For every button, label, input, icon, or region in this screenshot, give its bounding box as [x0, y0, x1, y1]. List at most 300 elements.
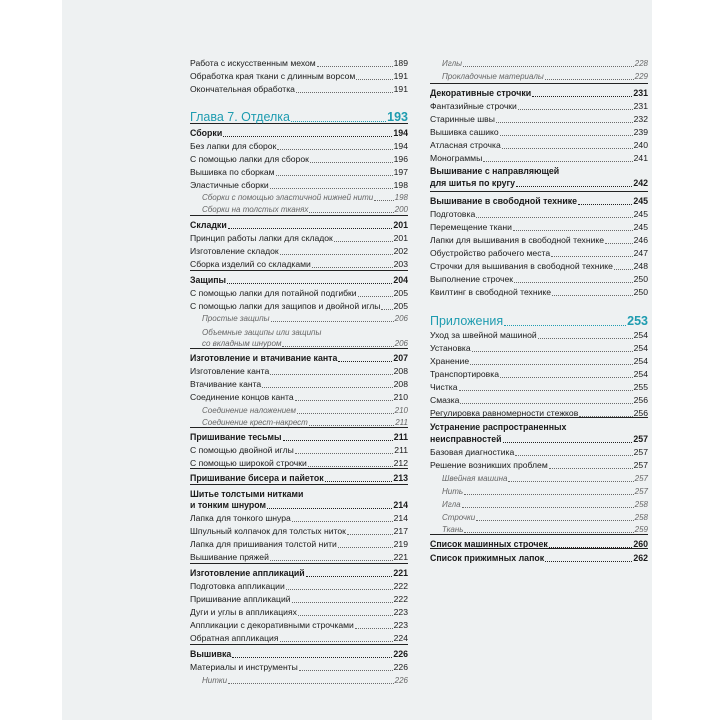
entry-title: Уход за швейной машиной: [430, 330, 537, 340]
page-number: 246: [633, 235, 648, 245]
entry-title: С помощью лапки для сборок: [190, 154, 309, 164]
dot-leader: [291, 121, 386, 122]
entry-title: Изготовление аппликаций: [190, 568, 305, 578]
page-number: 222: [393, 581, 408, 591]
entry-title: Защипы: [190, 275, 227, 285]
toc-entry: [190, 246, 408, 257]
entry-title: Иглы: [442, 59, 462, 68]
dot-leader: [280, 254, 393, 255]
dot-leader: [460, 403, 632, 404]
page-number: 257: [634, 487, 648, 496]
entry-title: Чистка: [430, 382, 458, 392]
entry-title: Пришивание аппликаций: [190, 594, 291, 604]
entry-title: С помощью широкой строчки: [190, 458, 307, 468]
page-number: 214: [393, 513, 408, 523]
page-number: 250: [633, 287, 648, 297]
subsection-entry: [430, 512, 648, 523]
entry-title: Обратная аппликация: [190, 633, 279, 643]
entry-title: Сборка изделий со складками: [190, 259, 311, 269]
toc-entry: [190, 379, 408, 390]
dot-leader: [472, 351, 633, 352]
dot-leader: [295, 400, 393, 401]
toc-entry: [430, 369, 648, 380]
subsection-entry: [190, 338, 408, 349]
section-entry: [190, 275, 408, 286]
dot-leader: [464, 494, 634, 495]
entry-title: Аппликации с декоративными строчками: [190, 620, 354, 630]
entry-title: со вкладным шнуром: [202, 339, 282, 348]
entry-title: Лапки для вышивания в свободной технике: [430, 235, 605, 245]
subsection-entry: [430, 524, 648, 535]
toc-entry: [190, 594, 408, 605]
dot-leader: [232, 657, 392, 658]
page-number: 202: [393, 246, 408, 256]
dot-leader: [459, 390, 633, 391]
dot-leader: [270, 188, 393, 189]
dot-leader: [355, 628, 393, 629]
page-number: 254: [633, 330, 648, 340]
dot-leader: [552, 295, 633, 296]
page-number: 206: [394, 339, 408, 348]
subsection-entry: [190, 327, 408, 338]
page-number: 256: [633, 408, 648, 418]
toc-entry: [430, 408, 648, 419]
toc-entry: [430, 153, 648, 164]
page-number: 205: [393, 288, 408, 298]
page-number: 194: [393, 141, 408, 151]
entry-title: Соединение наложением: [202, 406, 297, 415]
dot-leader: [579, 416, 632, 417]
dot-leader: [270, 374, 392, 375]
page-number: 223: [393, 620, 408, 630]
entry-title: для шитья по кругу: [430, 178, 516, 188]
dot-leader: [297, 413, 394, 414]
page-number: 212: [393, 458, 408, 468]
page-number: 221: [393, 568, 408, 578]
page-number: 258: [634, 513, 648, 522]
entry-title: Изготовление канта: [190, 366, 270, 376]
section-rule: [190, 563, 408, 564]
entry-title: Изготовление и втачивание канта: [190, 353, 338, 363]
dot-leader: [280, 641, 393, 642]
dot-leader: [298, 615, 393, 616]
toc-entry: [190, 458, 408, 469]
dot-leader: [223, 136, 392, 137]
page-number: 214: [393, 500, 408, 510]
page-number: 206: [394, 314, 408, 323]
page-number: 224: [393, 633, 408, 643]
subsection-entry: [430, 71, 648, 82]
toc-entry: [190, 71, 408, 82]
section-entry: [190, 432, 408, 443]
page-number: 229: [634, 72, 648, 81]
dot-leader: [228, 228, 393, 229]
entry-title: Регулировка равномерности стежков: [430, 408, 579, 418]
entry-title: Вышивка: [190, 649, 232, 659]
page-number: 200: [394, 205, 408, 214]
page-number: 231: [633, 101, 648, 111]
dot-leader: [296, 92, 393, 93]
chapter-heading: [430, 314, 648, 329]
entry-title: Глава 7. Отделка: [190, 110, 290, 124]
toc-entry: [190, 445, 408, 456]
section-rule: [190, 484, 408, 485]
dot-leader: [545, 561, 632, 562]
page-number: 191: [393, 84, 408, 94]
entry-title: Выполнение строчек: [430, 274, 514, 284]
page-number: 254: [633, 343, 648, 353]
entry-title: Декоративные строчки: [430, 88, 532, 98]
dot-leader: [295, 453, 393, 454]
subsection-entry: [430, 58, 648, 69]
toc-entry: [190, 552, 408, 563]
dot-leader: [503, 442, 633, 443]
page-number: 193: [387, 110, 408, 124]
dot-leader: [282, 346, 393, 347]
entry-title: Список машинных строчек: [430, 539, 548, 549]
toc-entry: [430, 114, 648, 125]
toc-entry: [430, 274, 648, 285]
page-number: 226: [394, 676, 408, 685]
page-number: 201: [393, 220, 408, 230]
page-number: 228: [634, 59, 648, 68]
entry-title: Список прижимных лапок: [430, 553, 545, 563]
page-number: 245: [633, 196, 648, 206]
section-entry: [430, 166, 648, 177]
toc-entry: [190, 526, 408, 537]
page-number: 257: [633, 434, 648, 444]
page-number: 208: [393, 379, 408, 389]
dot-leader: [312, 267, 393, 268]
toc-entry: [430, 235, 648, 246]
entry-title: Эластичные сборки: [190, 180, 269, 190]
toc-entry: [430, 222, 648, 233]
dot-leader: [338, 547, 393, 548]
dot-leader: [381, 309, 392, 310]
dot-leader: [338, 361, 392, 362]
dot-leader: [227, 283, 392, 284]
entry-title: Дуги и углы в аппликациях: [190, 607, 297, 617]
dot-leader: [513, 230, 633, 231]
dot-leader: [228, 683, 394, 684]
entry-title: Устранение распространенных: [430, 422, 567, 432]
entry-title: неисправностей: [430, 434, 502, 444]
entry-title: Соединение концов канта: [190, 392, 294, 402]
toc-entry: [430, 101, 648, 112]
page-number: 260: [633, 539, 648, 549]
entry-title: С помощью лапки для потайной подгибки: [190, 288, 357, 298]
entry-title: Строчки для вышивания в свободной технике: [430, 261, 613, 271]
page-number: 191: [393, 71, 408, 81]
section-entry: [430, 553, 648, 564]
page-number: 254: [633, 369, 648, 379]
toc-entry: [190, 513, 408, 524]
section-entry: [190, 128, 408, 139]
toc-entry: [430, 209, 648, 220]
page-number: 213: [393, 473, 408, 483]
page-number: 259: [634, 525, 648, 534]
page-number: 258: [634, 500, 648, 509]
page-number: 198: [394, 193, 408, 202]
dot-leader: [549, 547, 632, 548]
entry-title: Старинные швы: [430, 114, 495, 124]
page-number: 205: [393, 301, 408, 311]
page-number: 194: [393, 128, 408, 138]
dot-leader: [276, 175, 393, 176]
toc-entry: [190, 141, 408, 152]
toc-entry: [190, 154, 408, 165]
page-number: 211: [393, 432, 408, 442]
entry-title: Окончательная обработка: [190, 84, 295, 94]
toc-entry: [190, 662, 408, 673]
section-entry: [430, 88, 648, 99]
dot-leader: [516, 186, 632, 187]
toc-entry: [190, 620, 408, 631]
entry-title: Ткань: [442, 525, 464, 534]
page-number: 210: [393, 392, 408, 402]
toc-entry: [190, 288, 408, 299]
entry-title: Подготовка аппликации: [190, 581, 285, 591]
section-rule: [190, 644, 408, 645]
page-number: 197: [393, 167, 408, 177]
page-number: 207: [393, 353, 408, 363]
page-number: 223: [393, 607, 408, 617]
toc-entry: [430, 287, 648, 298]
section-entry: [430, 434, 648, 445]
toc-entry: [190, 84, 408, 95]
dot-leader: [476, 520, 633, 521]
dot-leader: [267, 508, 392, 509]
page-number: 222: [393, 594, 408, 604]
toc-entry: [430, 460, 648, 471]
dot-leader: [270, 560, 393, 561]
entry-title: Изготовление складок: [190, 246, 279, 256]
entry-title: Прокладочные материалы: [442, 72, 544, 81]
page-number: 221: [393, 552, 408, 562]
toc-entry: [430, 330, 648, 341]
entry-title: Лапка для пришивания толстой нити: [190, 539, 337, 549]
entry-title: Базовая диагностика: [430, 447, 515, 457]
page-number: 245: [633, 209, 648, 219]
entry-title: Обработка края ткани с длинным ворсом: [190, 71, 356, 81]
dot-leader: [358, 296, 393, 297]
dot-leader: [515, 455, 632, 456]
dot-leader: [549, 468, 633, 469]
page-number: 256: [633, 395, 648, 405]
entry-title: Игла: [442, 500, 461, 509]
dot-leader: [292, 521, 393, 522]
subsection-entry: [430, 473, 648, 484]
toc-entry: [190, 607, 408, 618]
page-number: 226: [393, 662, 408, 672]
page-number: 219: [393, 539, 408, 549]
entry-title: Материалы и инструменты: [190, 662, 298, 672]
page-number: 248: [633, 261, 648, 271]
toc-entry: [430, 140, 648, 151]
subsection-entry: [190, 204, 408, 215]
dot-leader: [283, 440, 393, 441]
toc-entry: [190, 366, 408, 377]
entry-title: Хранение: [430, 356, 470, 366]
toc-entry: [430, 248, 648, 259]
entry-title: С помощью двойной иглы: [190, 445, 294, 455]
section-entry: [430, 539, 648, 550]
entry-title: Вышивание пряжей: [190, 552, 269, 562]
toc-entry: [190, 539, 408, 550]
section-entry: [430, 422, 648, 433]
page-number: 196: [393, 154, 408, 164]
toc-entry: [190, 392, 408, 403]
entry-title: Простые защипы: [202, 314, 270, 323]
page-number: 204: [393, 275, 408, 285]
entry-title: Сборки: [190, 128, 223, 138]
page-number: 257: [633, 460, 648, 470]
entry-title: Строчки: [442, 513, 476, 522]
dot-leader: [483, 161, 632, 162]
entry-title: Вышивка по сборкам: [190, 167, 275, 177]
dot-leader: [271, 321, 394, 322]
entry-title: Сборки с помощью эластичной нижней нити: [202, 193, 374, 202]
entry-title: С помощью лапки для защипов и двойной иглы: [190, 301, 381, 311]
entry-title: Перемещение ткани: [430, 222, 512, 232]
dot-leader: [500, 377, 633, 378]
dot-leader: [277, 149, 392, 150]
entry-title: Квилтинг в свободной технике: [430, 287, 552, 297]
subsection-entry: [190, 417, 408, 428]
entry-title: Нитки: [202, 676, 228, 685]
dot-leader: [317, 66, 393, 67]
toc-entry: [190, 633, 408, 644]
page-number: 217: [393, 526, 408, 536]
dot-leader: [518, 109, 633, 110]
page-number: 231: [633, 88, 648, 98]
section-entry: [430, 196, 648, 207]
subsection-entry: [190, 675, 408, 686]
section-entry: [190, 500, 408, 511]
entry-title: Пришивание тесьмы: [190, 432, 282, 442]
entry-title: Складки: [190, 220, 227, 230]
page-number: 189: [393, 58, 408, 68]
subsection-entry: [430, 486, 648, 497]
page-number: 257: [633, 447, 648, 457]
entry-title: Швейная машина: [442, 474, 508, 483]
section-entry: [190, 568, 408, 579]
dot-leader: [309, 212, 393, 213]
dot-leader: [605, 243, 633, 244]
subsection-entry: [190, 405, 408, 416]
page-number: 242: [633, 178, 648, 188]
toc-entry: [430, 395, 648, 406]
toc-entry: [190, 581, 408, 592]
toc-entry: [430, 261, 648, 272]
section-entry: [190, 353, 408, 364]
page-number: 257: [634, 474, 648, 483]
dot-leader: [508, 481, 633, 482]
section-entry: [190, 220, 408, 231]
entry-title: Установка: [430, 343, 471, 353]
dot-leader: [334, 241, 393, 242]
entry-title: Принцип работы лапки для складок: [190, 233, 333, 243]
entry-title: Решение возникших проблем: [430, 460, 548, 470]
page-number: 201: [393, 233, 408, 243]
dot-leader: [286, 589, 393, 590]
section-entry: [190, 649, 408, 660]
dot-leader: [262, 387, 392, 388]
entry-title: Шпульный колпачок для толстых ниток: [190, 526, 346, 536]
entry-title: Без лапки для сборок: [190, 141, 277, 151]
chapter-heading: [190, 110, 408, 125]
page-number: 208: [393, 366, 408, 376]
entry-title: Обустройство рабочего места: [430, 248, 551, 258]
section-rule: [430, 191, 648, 192]
toc-entry: [430, 382, 648, 393]
toc-entry: [190, 259, 408, 270]
page-number: 203: [393, 259, 408, 269]
entry-title: Транспортировка: [430, 369, 499, 379]
dot-leader: [502, 148, 633, 149]
section-rule: [190, 270, 408, 271]
dot-leader: [374, 200, 393, 201]
dot-leader: [309, 425, 394, 426]
dot-leader: [306, 576, 393, 577]
page-number: 247: [633, 248, 648, 258]
dot-leader: [347, 534, 393, 535]
page-number: 226: [393, 649, 408, 659]
page-number: 241: [633, 153, 648, 163]
entry-title: Фантазийные строчки: [430, 101, 517, 111]
page-number: 245: [633, 222, 648, 232]
page-number: 211: [394, 445, 408, 455]
subsection-entry: [190, 192, 408, 203]
page-number: 198: [393, 180, 408, 190]
page-number: 262: [633, 553, 648, 563]
entry-title: Вышивка сашико: [430, 127, 499, 137]
section-entry: [190, 473, 408, 484]
entry-title: Нить: [442, 487, 464, 496]
entry-title: Монограммы: [430, 153, 483, 163]
dot-leader: [538, 338, 633, 339]
dot-leader: [356, 79, 392, 80]
toc-entry: [430, 356, 648, 367]
toc-entry: [190, 58, 408, 69]
entry-title: Подготовка: [430, 209, 476, 219]
toc-entry: [190, 180, 408, 191]
toc-page: [62, 0, 652, 720]
dot-leader: [476, 217, 632, 218]
page-number: 253: [627, 314, 648, 328]
dot-leader: [325, 481, 393, 482]
toc-entry: [430, 343, 648, 354]
dot-leader: [308, 466, 393, 467]
entry-title: Приложения: [430, 314, 504, 328]
entry-title: Работа с искусственным мехом: [190, 58, 316, 68]
entry-title: Сборки на толстых тканях: [202, 205, 309, 214]
dot-leader: [292, 602, 393, 603]
section-rule: [430, 83, 648, 84]
entry-title: Лапка для тонкого шнура: [190, 513, 291, 523]
page-number: 255: [633, 382, 648, 392]
dot-leader: [496, 122, 633, 123]
dot-leader: [578, 204, 632, 205]
toc-entry: [430, 447, 648, 458]
dot-leader: [545, 79, 634, 80]
page-number: 210: [394, 406, 408, 415]
dot-leader: [299, 670, 393, 671]
page-number: 250: [633, 274, 648, 284]
dot-leader: [514, 282, 633, 283]
toc-entry: [190, 167, 408, 178]
entry-title: Атласная строчка: [430, 140, 501, 150]
